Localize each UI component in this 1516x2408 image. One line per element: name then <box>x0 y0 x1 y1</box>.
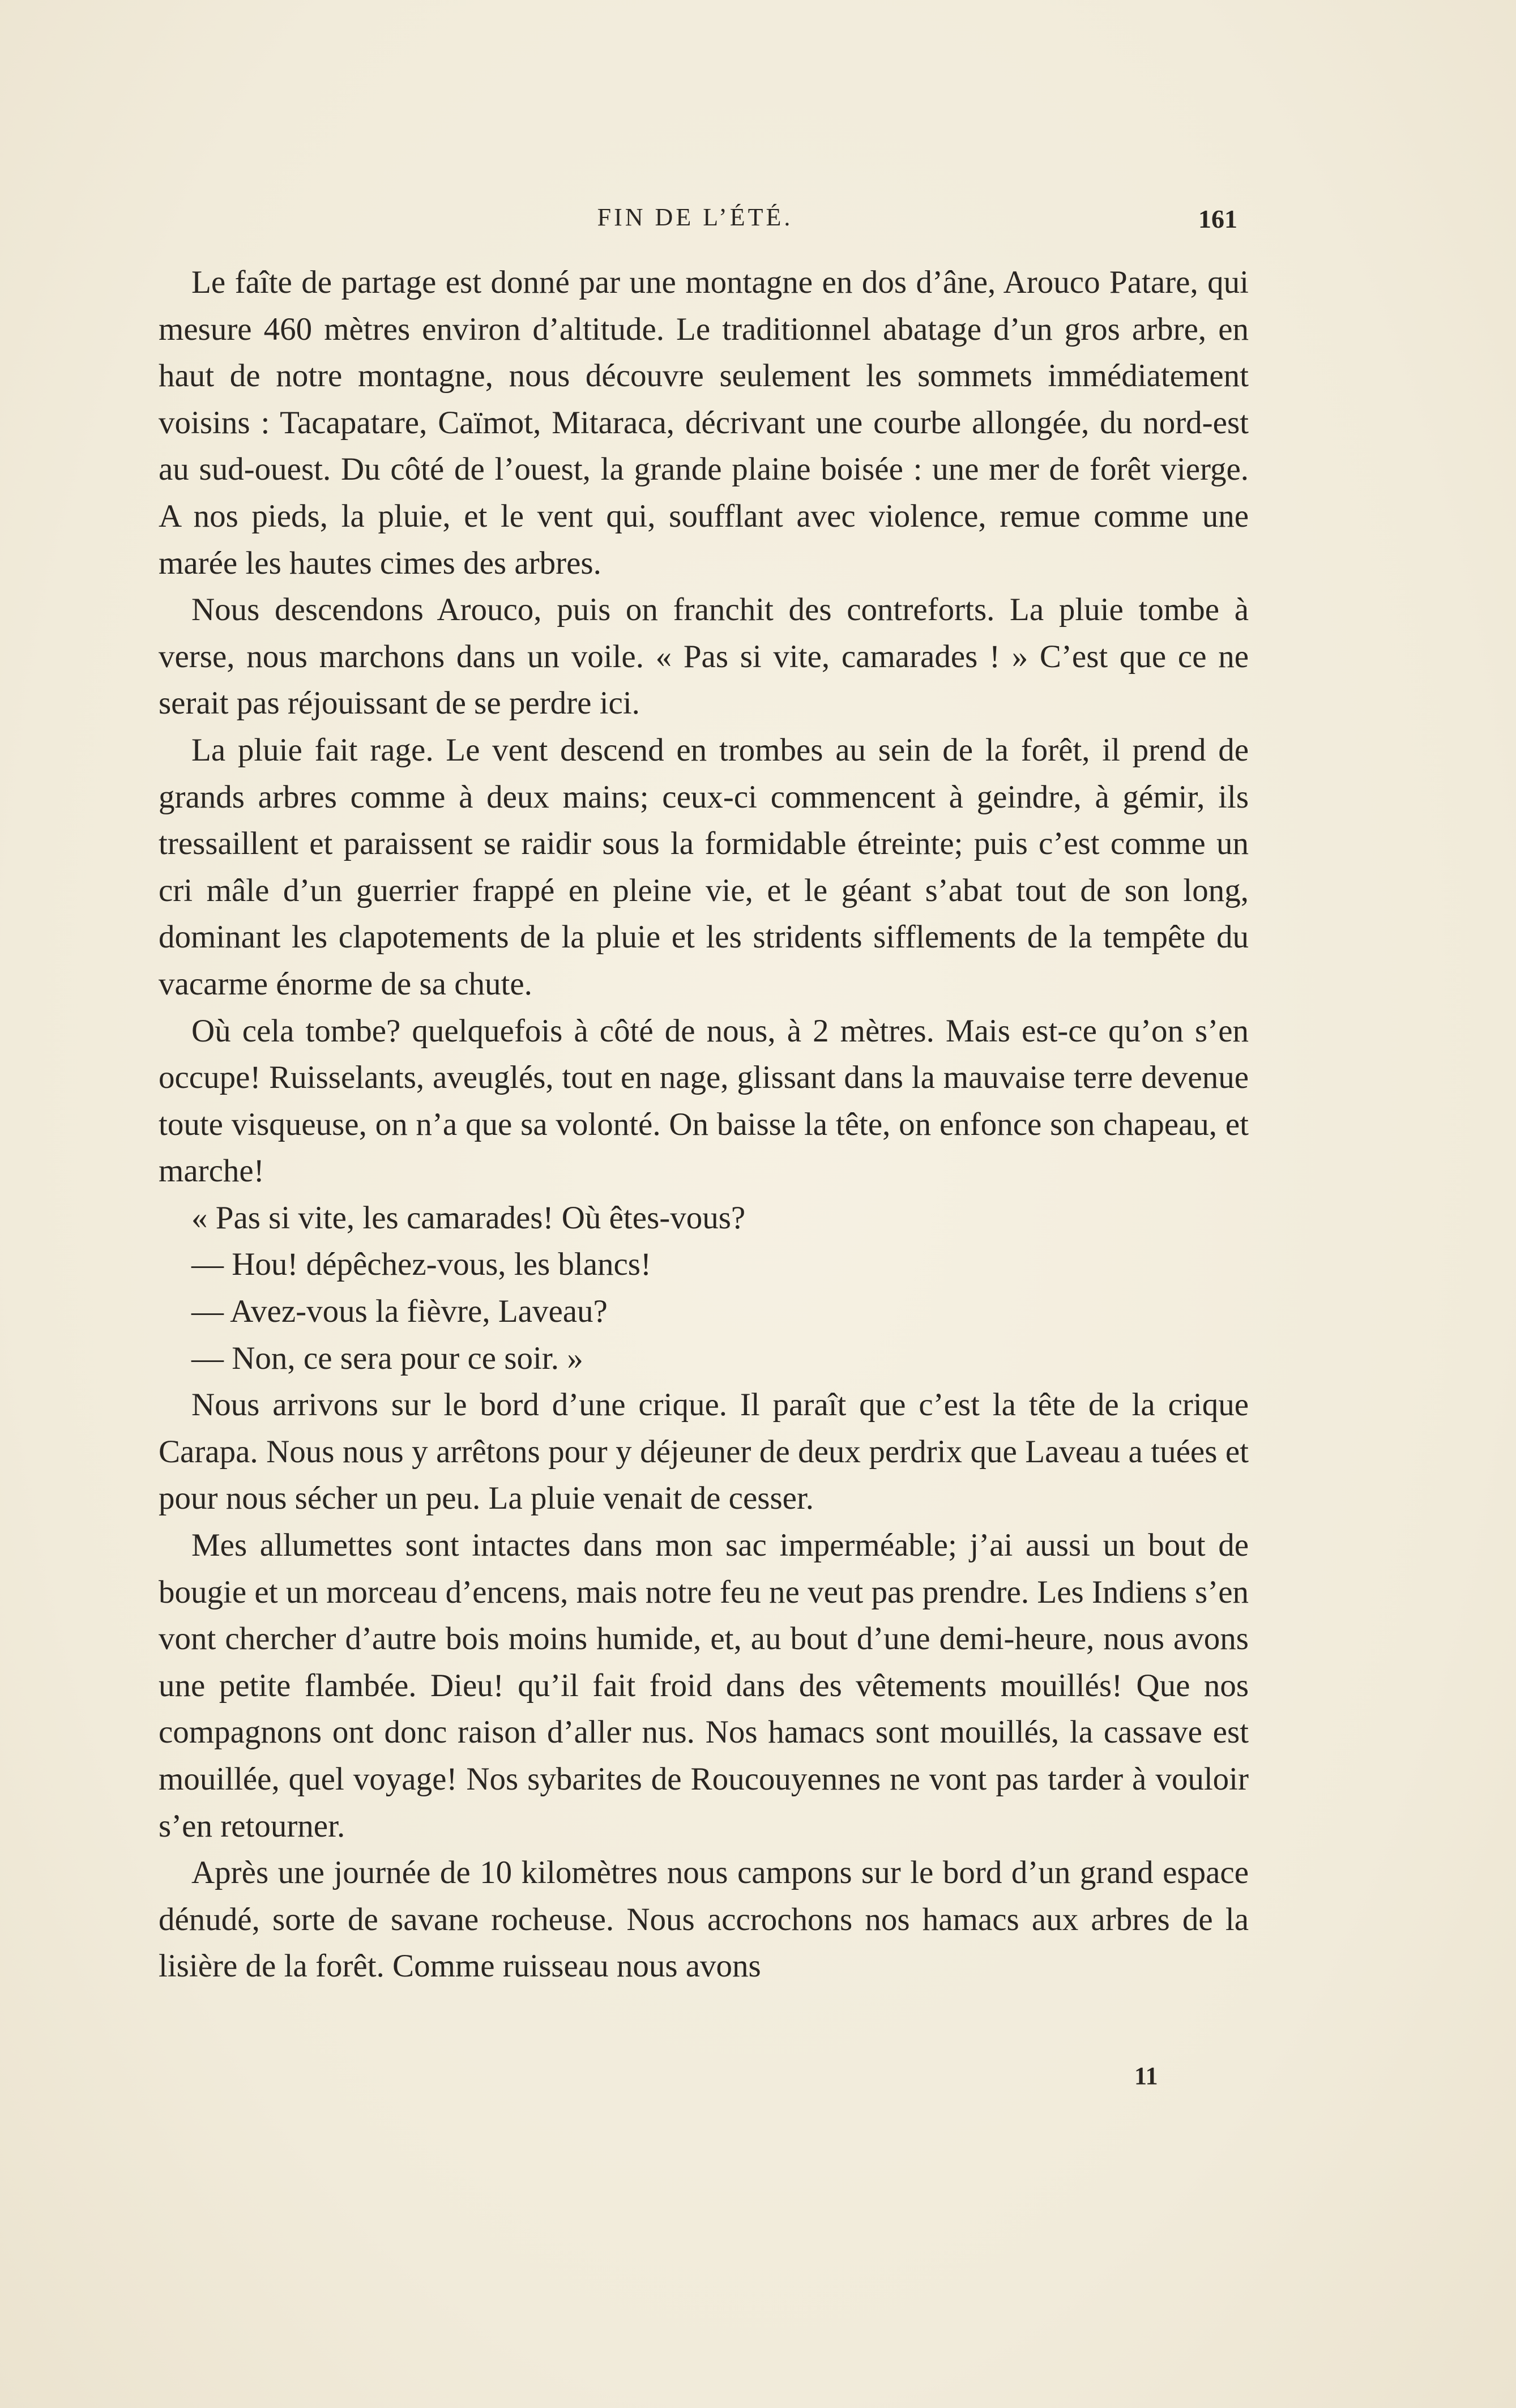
paragraph: Le faîte de partage est donné par une montagne en dos d’âne, Arouco Patare, qui mesure 460 mètres environ d’altitude. Le traditionnel abatage d’un gros arbre, en haut de notre montagne, nous découvre seulement les sommets immédiatement voisins : Tacapatare, Caïmot, Mitaraca, décrivant une courbe allongée, du nord-est au sud-ouest. Du côté de l’ouest, la grande plaine boisée : une mer de forêt vierge. A nos pieds, la pluie, et le vent qui, soufflant avec violence, remue comme une marée les hautes cimes des arbres. <box>159 264 1249 581</box>
running-head: FIN DE L’ÉTÉ. <box>597 203 793 231</box>
dialogue-line: — Hou! dépêchez-vous, les blancs! <box>191 1246 651 1283</box>
paragraph: Où cela tombe? quelquefois à côté de nous, à 2 mètres. Mais est-ce qu’on s’en occupe! Ruisselants, aveuglés, tout en nage, glissant dans la mauvaise terre devenue toute visqueuse, on n’a que sa volonté. On baisse la tête, on enfonce son chapeau, et marche! <box>159 1013 1249 1189</box>
body-text <box>159 259 1249 1990</box>
paragraph: Nous arrivons sur le bord d’une crique. Il paraît que c’est la tête de la crique Carapa. Nous nous y arrêtons pour y déjeuner de deux perdrix que Laveau a tuées et pour nous sécher un peu. La pluie venait de cesser. <box>159 1387 1249 1517</box>
dialogue-line: — Avez-vous la fièvre, Laveau? <box>191 1293 608 1330</box>
page-number: 161 <box>1198 204 1237 233</box>
signature-mark: 11 <box>1134 2062 1158 2090</box>
page-header <box>153 203 1237 237</box>
paragraph: Nous descendons Arouco, puis on franchit des contreforts. La pluie tombe à verse, nous marchons dans un voile. « Pas si vite, camarades ! » C’est que ce ne serait pas réjouissant de se perdre ici. <box>159 592 1249 721</box>
dialogue-line: « Pas si vite, les camarades! Où êtes-vous? <box>191 1199 746 1236</box>
dialogue-line: — Non, ce sera pour ce soir. » <box>191 1340 583 1376</box>
paragraph: Mes allumettes sont intactes dans mon sac imperméable; j’ai aussi un bout de bougie et un morceau d’encens, mais notre feu ne veut pas prendre. Les Indiens s’en vont chercher d’autre bois moins humide, et, au bout d’une demi-heure, nous avons une petite flambée. Dieu! qu’il fait froid dans des vêtements mouillés! Que nos compagnons ont donc raison d’aller nus. Nos hamacs sont mouillés, la cassave est mouillée, quel voyage! Nos sybarites de Roucouyennes ne vont pas tarder à vouloir s’en retourner. <box>159 1527 1249 1844</box>
paragraph: La pluie fait rage. Le vent descend en trombes au sein de la forêt, il prend de grands arbres comme à deux mains; ceux-ci commencent à geindre, à gémir, ils tressaillent et paraissent se raidir sous la formidable étreinte; puis c’est comme un cri mâle d’un guerrier frappé en pleine vie, et le géant s’abat tout de son long, dominant les clapotements de la pluie et les stridents sifflements de la tempête du vacarme énorme de sa chute. <box>159 732 1249 1002</box>
paragraph: Après une journée de 10 kilomètres nous campons sur le bord d’un grand espace dénudé, sorte de savane rocheuse. Nous accrochons nos hamacs aux arbres de la lisière de la forêt. Comme ruisseau nous avons <box>159 1855 1249 1984</box>
